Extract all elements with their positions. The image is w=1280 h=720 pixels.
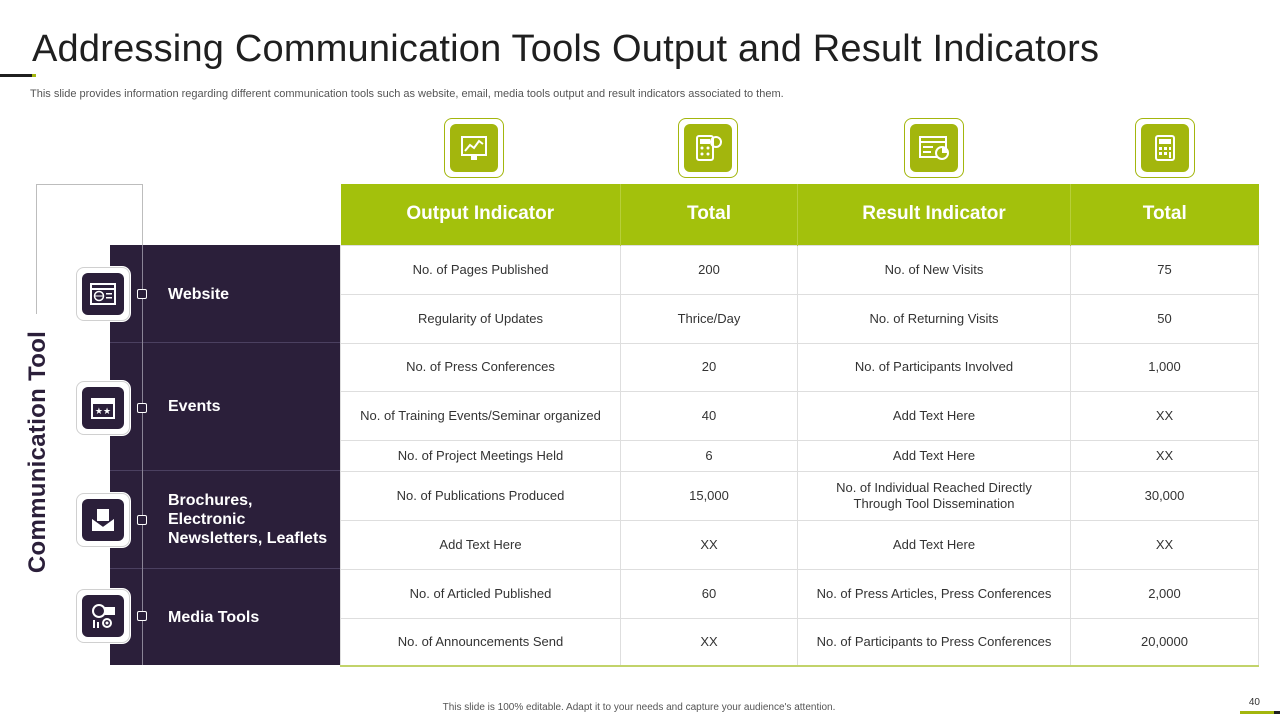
table-row [341, 391, 1259, 440]
table-cell: 50 [1071, 294, 1259, 343]
table-cell: No. of Participants Involved [798, 343, 1071, 391]
table-row [341, 520, 1259, 569]
svg-text:★★: ★★ [94, 407, 112, 417]
table-row [341, 245, 1259, 294]
title-accent-mark [32, 74, 36, 77]
table-cell: 40 [621, 391, 798, 440]
title-underline [0, 74, 32, 77]
table-cell: Regularity of Updates [341, 294, 621, 343]
table-cell: No. of Publications Produced [341, 471, 621, 520]
table-cell: Add Text Here [798, 440, 1071, 471]
chart-presentation-icon [459, 133, 489, 163]
indicators-table [340, 184, 1259, 667]
table-cell: 15,000 [621, 471, 798, 520]
header-output-total: Total [621, 184, 798, 245]
table-cell: 60 [621, 569, 798, 618]
category-divider [110, 342, 340, 343]
table-cell: No. of Articled Published [341, 569, 621, 618]
category-divider [110, 568, 340, 569]
footer-note: This slide is 100% editable. Adapt it to your needs and capture your audience's attention. [442, 702, 836, 713]
table-cell: 200 [621, 245, 798, 294]
calendar-stars-icon [89, 394, 117, 422]
category-label-website: Website [168, 286, 230, 303]
table-cell: No. of New Visits [798, 245, 1071, 294]
brochures-connector-dot [137, 515, 147, 525]
table-cell: Add Text Here [798, 520, 1071, 569]
table-cell: XX [1071, 440, 1259, 471]
media-gear-icon [89, 602, 117, 630]
envelope-letter-icon [89, 506, 117, 534]
page-title: Addressing Communication Tools Output and Result Indicators [32, 28, 1100, 70]
header-result-total: Total [1071, 184, 1259, 245]
category-panel [110, 245, 340, 665]
calculator-icon [1150, 133, 1180, 163]
table-cell: No. of Project Meetings Held [341, 440, 621, 471]
category-label-media-tools: Media Tools [168, 609, 260, 626]
table-cell: Thrice/Day [621, 294, 798, 343]
table-cell: No. of Press Conferences [341, 343, 621, 391]
category-divider [110, 470, 340, 471]
table-cell: 75 [1071, 245, 1259, 294]
page-subtitle: This slide provides information regarding different communication tools such as website, email, media tools output and result indicators associated to them. [30, 88, 784, 100]
header-result-indicator: Result Indicator [798, 184, 1071, 245]
calculator-coin-icon [693, 133, 723, 163]
table-cell: Add Text Here [798, 391, 1071, 440]
category-label-line: Newsletters, Leaflets [168, 530, 328, 547]
website-icon-tile [76, 267, 130, 321]
table-cell: No. of Announcements Send [341, 618, 621, 666]
table-header-row [341, 184, 1259, 245]
table-cell: XX [1071, 520, 1259, 569]
table-row [341, 343, 1259, 391]
result-total-icon-tile [1135, 118, 1195, 178]
table-row [341, 294, 1259, 343]
table-cell: No. of Press Articles, Press Conferences [798, 569, 1071, 618]
brochures-icon-tile [76, 493, 130, 547]
events-connector-dot [137, 403, 147, 413]
output-total-icon-tile [678, 118, 738, 178]
table-cell: XX [621, 618, 798, 666]
browser-globe-icon [89, 280, 117, 308]
page-number-accent-dark [1274, 711, 1280, 714]
category-label-line: Brochures, [168, 492, 253, 509]
table-cell: 20,0000 [1071, 618, 1259, 666]
table-cell: No. of Participants to Press Conferences [798, 618, 1071, 666]
media-tools-connector-dot [137, 611, 147, 621]
output-indicator-icon-tile [444, 118, 504, 178]
page-number: 40 [1248, 697, 1260, 708]
table-cell: 20 [621, 343, 798, 391]
table-cell: 1,000 [1071, 343, 1259, 391]
table-row [341, 471, 1259, 520]
table-cell: 30,000 [1071, 471, 1259, 520]
table-cell: Add Text Here [341, 520, 621, 569]
website-connector-dot [137, 289, 147, 299]
category-label-line: Electronic [168, 511, 246, 528]
table-cell: No. of Pages Published [341, 245, 621, 294]
header-output-indicator: Output Indicator [341, 184, 621, 245]
category-label-brochures [168, 491, 327, 548]
category-connector-line [142, 245, 143, 665]
events-icon-tile [76, 381, 130, 435]
table-cell: No. of Individual Reached Directly Through Tool Dissemination [798, 471, 1071, 520]
side-label: Communication Tool [24, 330, 51, 574]
table-cell: XX [1071, 391, 1259, 440]
page-number-accent [1240, 711, 1276, 714]
browser-chart-icon [918, 133, 950, 163]
result-indicator-icon-tile [904, 118, 964, 178]
media-tools-icon-tile [76, 589, 130, 643]
category-label-events: Events [168, 398, 221, 415]
table-row [341, 569, 1259, 618]
table-row [341, 440, 1259, 471]
table-row [341, 618, 1259, 666]
table-cell: XX [621, 520, 798, 569]
table-cell: 2,000 [1071, 569, 1259, 618]
table-cell: No. of Training Events/Seminar organized [341, 391, 621, 440]
table-cell: No. of Returning Visits [798, 294, 1071, 343]
table-cell: 6 [621, 440, 798, 471]
